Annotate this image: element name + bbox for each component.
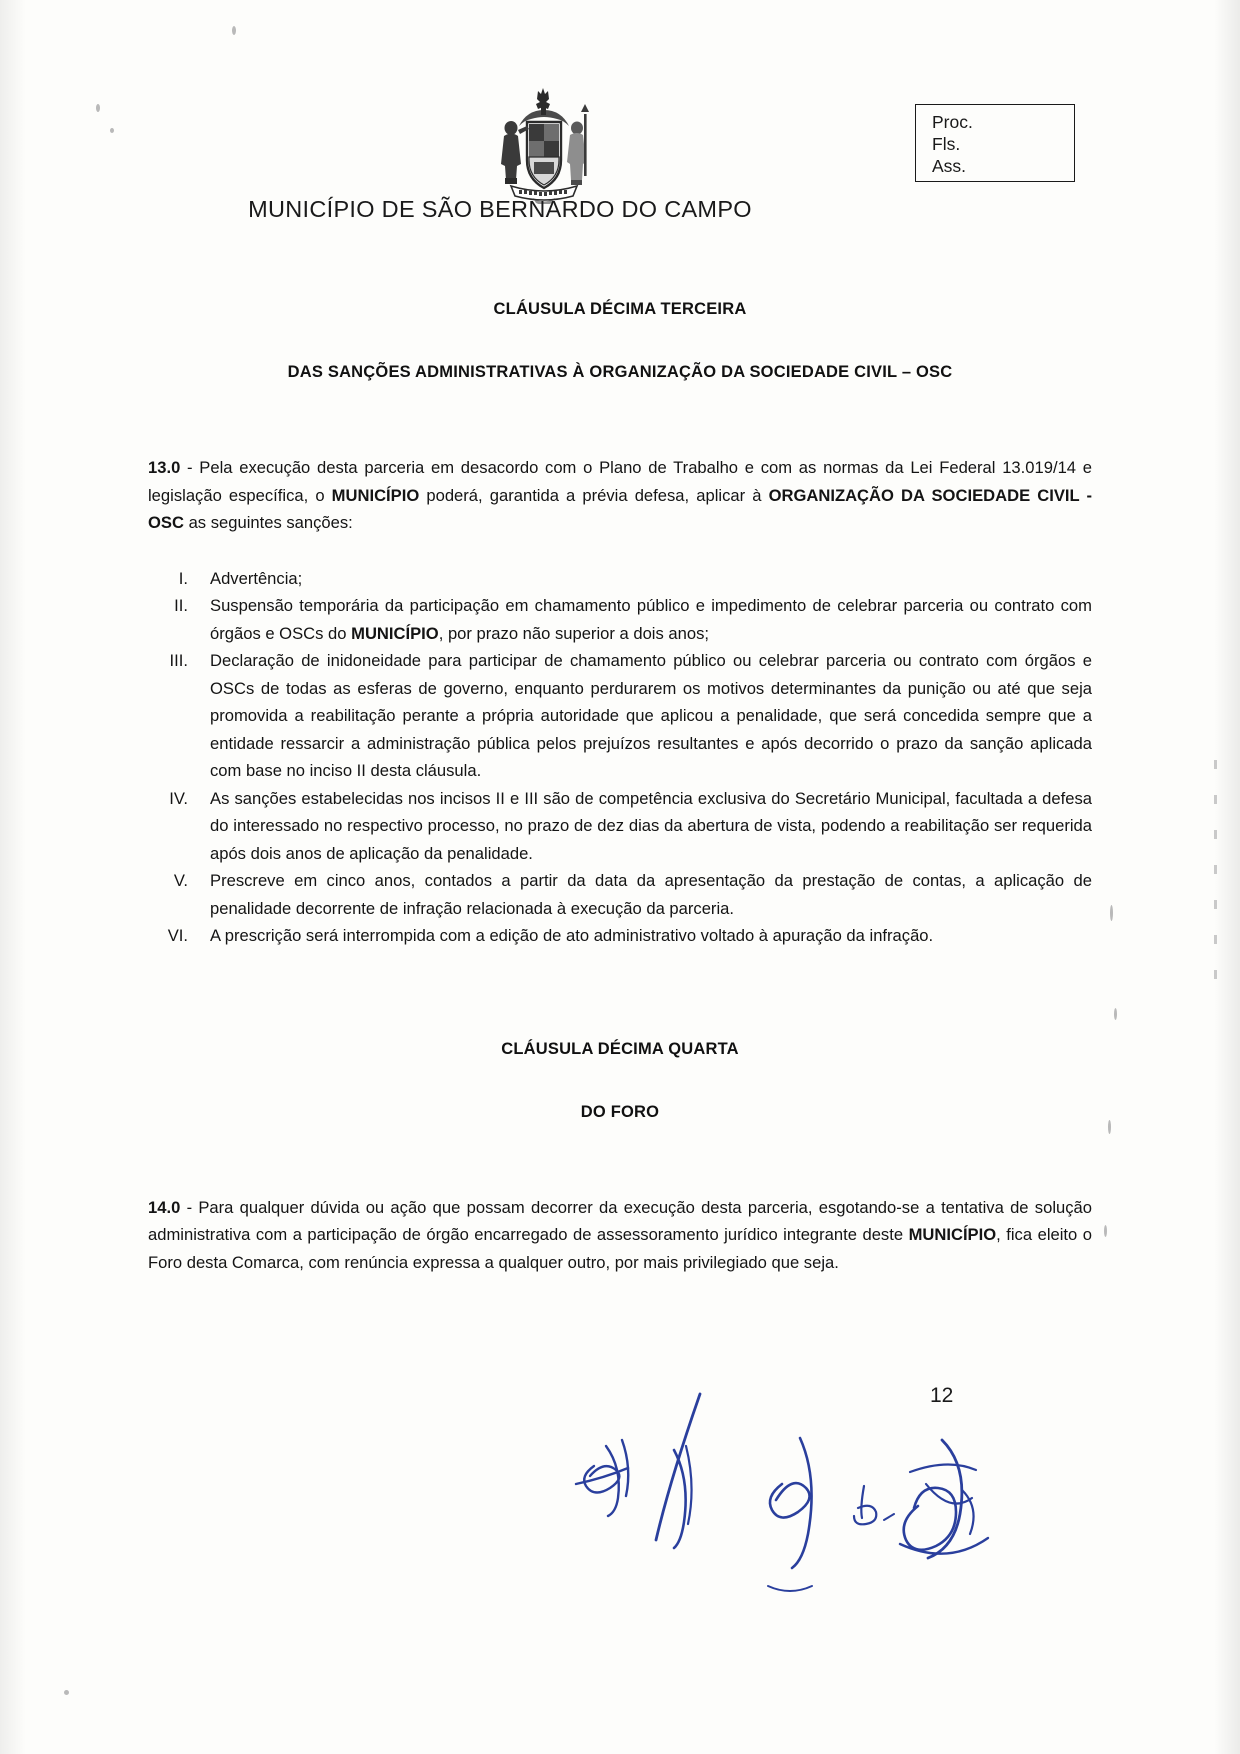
inciso-text-2: , por prazo não superior a dois anos; [438, 623, 709, 643]
inciso-text-1: Advertência; [210, 568, 303, 588]
inciso-number: IV. [169, 788, 188, 808]
handwritten-signatures-icon [570, 1380, 1110, 1660]
list-item [148, 785, 1092, 868]
clause-14-intro-bold-1: MUNICÍPIO [908, 1225, 997, 1244]
stamp-fls-label: Fls. [932, 134, 961, 154]
clause-13-intro-text-2: poderá, garantida a prévia defesa, aplicar à [419, 485, 769, 505]
page-header [0, 0, 1240, 250]
clause-14-subheading: DO FORO [580, 1102, 660, 1121]
scan-speck [1104, 1225, 1107, 1237]
clause-14-heading: CLÁUSULA DÉCIMA QUARTA [501, 1039, 739, 1058]
inciso-text-1: As sanções estabelecidas nos incisos II e III são de competência exclusiva do Secretário Municipal, facultada a defesa do interessado no respectivo processo, no prazo de dez dias da abertura de vista, podendo a reabilitação ser requerida após dois anos de aplicação da penalidade. [210, 788, 1092, 863]
scan-speck [1108, 1120, 1111, 1134]
list-item [148, 647, 1092, 785]
clause-14-intro-paragraph [148, 1194, 1092, 1277]
inciso-text [210, 592, 1092, 647]
document-body [148, 300, 1092, 1276]
list-item [148, 565, 1092, 593]
inciso-number: I. [178, 568, 188, 588]
clause-13-heading: CLÁUSULA DÉCIMA TERCEIRA [493, 300, 747, 318]
stamp-ass-label: Ass. [932, 156, 967, 176]
inciso-text [210, 565, 1092, 593]
scan-speck [64, 1690, 69, 1695]
page-number: 12 [930, 1384, 954, 1407]
inciso-text-1: Declaração de inidoneidade para participar de chamamento público ou celebrar parceria ou contrato com órgãos e OSCs de todas as esferas de governo, enquanto perdurarem os motivos determinantes da punição ou até que seja promovida a reabilitação perante a própria autoridade que aplicou a penalidade, que será concedida sempre que a entidade ressarcir a administração pública pelos prejuízos resultantes e após decorrido o prazo da sanção aplicada com base no inciso II desta cláusula. [210, 651, 1092, 780]
inciso-text [210, 647, 1092, 785]
inciso-number: III. [169, 651, 188, 670]
clause-13-inciso-list [148, 565, 1092, 950]
inciso-text [210, 867, 1092, 922]
stamp-proc-label: Proc. [932, 112, 973, 132]
clause-14-intro-number: 14.0 [148, 1197, 181, 1217]
inciso-text-1: Suspensão temporária da participação em chamamento público e impedimento de celebrar parceria ou contrato com órgãos e OSCs do [210, 596, 1092, 643]
inciso-text [210, 785, 1092, 868]
signature-block [570, 1380, 1110, 1660]
clause-13-subheading: DAS SANÇÕES ADMINISTRATIVAS À ORGANIZAÇÃO DA SOCIEDADE CIVIL – OSC [287, 363, 953, 381]
inciso-bold: MUNICÍPIO [351, 623, 439, 643]
list-item [148, 922, 1092, 950]
inciso-number: II. [174, 596, 188, 615]
list-item [148, 867, 1092, 922]
page-edge-shadow-left [0, 0, 26, 1754]
list-item [148, 592, 1092, 647]
coat-of-arms-icon [489, 86, 599, 204]
clause-13-intro-bold-1: MUNICÍPIO [331, 485, 420, 505]
inciso-text-1: Prescreve em cinco anos, contados a partir da data da apresentação da prestação de contas, a aplicação de penalidade decorrente de infração relacionada à execução da parceria. [210, 871, 1092, 918]
clause-13-intro-number: 13.0 [148, 458, 181, 477]
scan-speck [1114, 1008, 1117, 1020]
scan-speck [1110, 905, 1113, 921]
clause-14-intro-text-1: - Para qualquer dúvida ou ação que possam decorrer da execução desta parceria, esgotando-se a tentativa de solução administrativa com a participação de órgão encarregado de assessoramento jurídico integrante deste [148, 1197, 1092, 1244]
stamp-box [915, 104, 1075, 182]
clause-13-intro-text-3: as seguintes sanções: [183, 513, 353, 532]
clause-14-intro-text-2: , fica eleito o Foro desta Comarca, com renúncia expressa a qualquer outro, por mais privilegiado que seja. [148, 1225, 1092, 1272]
page-title: MUNICÍPIO DE SÃO BERNARDO DO CAMPO [248, 196, 752, 222]
clause-13-intro-text-1: - Pela execução desta parceria em desacordo com o Plano de Trabalho e com as normas da Lei Federal 13.019/14 e legislação específica, o [148, 458, 1092, 505]
inciso-text [210, 922, 1092, 950]
margin-tick-marks [1214, 760, 1224, 1280]
inciso-text-1: A prescrição será interrompida com a edição de ato administrativo voltado à apuração da infração. [210, 926, 934, 945]
inciso-number: V. [173, 871, 188, 890]
inciso-number: VI. [167, 926, 188, 945]
clause-13-intro-bold-2: ORGANIZAÇÃO DA SOCIEDADE CIVIL - OSC [148, 485, 1092, 532]
clause-13-intro-paragraph [148, 454, 1092, 537]
